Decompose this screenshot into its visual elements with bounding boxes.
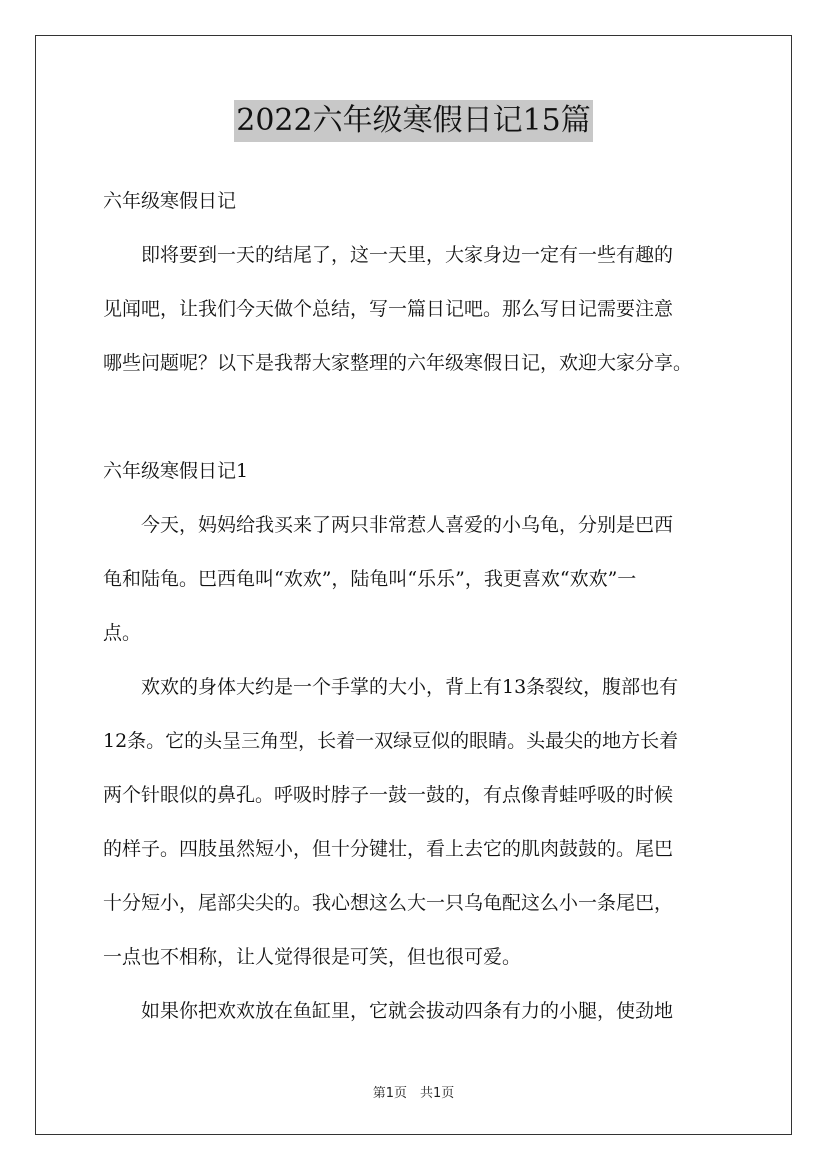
page-footer: 第1页 共1页 <box>372 1086 455 1101</box>
text-line: 点。 <box>103 622 142 644</box>
document-title: 2022六年级寒假日记15篇 <box>234 100 593 142</box>
text-line: 即将要到一天的结尾了，这一天里，大家身边一定有一些有趣的 <box>103 244 674 266</box>
title-container <box>0 100 827 142</box>
text-line: 一点也不相称，让人觉得很是可笑，但也很可爱。 <box>103 946 522 968</box>
text-line: 两个针眼似的鼻孔。呼吸时脖子一鼓一鼓的，有点像青蛙呼吸的时候 <box>103 784 674 806</box>
section-heading: 六年级寒假日记1 <box>103 460 249 482</box>
text-line: 龟和陆龟。巴西龟叫“欢欢”，陆龟叫“乐乐”，我更喜欢“欢欢”一 <box>103 568 637 590</box>
document-body <box>103 174 743 1038</box>
section-heading: 六年级寒假日记 <box>103 190 237 212</box>
text-line: 哪些问题呢？以下是我帮大家整理的六年级寒假日记，欢迎大家分享。 <box>103 352 693 374</box>
text-line: 十分短小，尾部尖尖的。我心想这么大一只乌龟配这么小一条尾巴， <box>103 892 674 914</box>
text-line: 欢欢的身体大约是一个手掌的大小，背上有13条裂纹，腹部也有 <box>103 676 679 698</box>
blank-line <box>103 390 743 444</box>
text-line: 见闻吧，让我们今天做个总结，写一篇日记吧。那么写日记需要注意 <box>103 298 674 320</box>
text-line: 的样子。四肢虽然短小，但十分键壮，看上去它的肌肉鼓鼓的。尾巴 <box>103 838 674 860</box>
text-line: 12条。它的头呈三角型，长着一双绿豆似的眼睛。头最尖的地方长着 <box>103 730 679 752</box>
text-line: 今天，妈妈给我买来了两只非常惹人喜爱的小乌龟，分别是巴西 <box>103 514 674 536</box>
text-line: 如果你把欢欢放在鱼缸里，它就会拔动四条有力的小腿，使劲地 <box>103 1000 674 1022</box>
